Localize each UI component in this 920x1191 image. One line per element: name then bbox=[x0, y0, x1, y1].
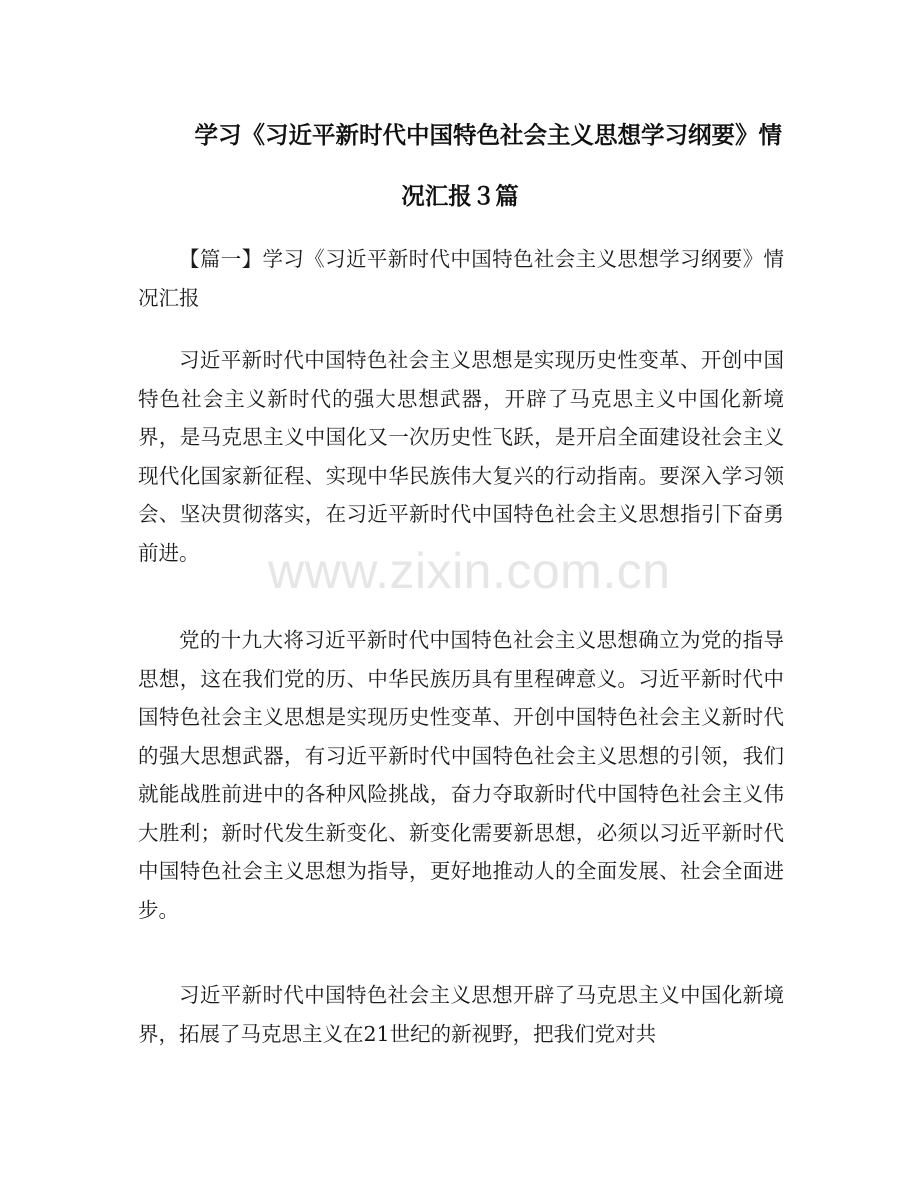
section-heading: 【篇一】学习《习近平新时代中国特色社会主义思想学习纲要》情况汇报 bbox=[138, 247, 784, 310]
paragraph-1: 习近平新时代中国特色社会主义思想是实现历史性变革、开创中国特色社会主义新时代的强大思想武器，开辟了马克思主义中国化新境界，是马克思主义中国化又一次历史性飞跃，是开启全面建设社会主义现代化国家新征程、实现中华民族伟大复兴的行动指南。要深入学习领会、坚决贯彻落实，在习近平新时代中国特色社会主义思想指引下奋勇前进。 bbox=[138, 348, 784, 565]
document-title-line-2: 况汇报３篇 bbox=[401, 182, 519, 210]
document-title-line-1: 学习《习近平新时代中国特色社会主义思想学习纲要》情 bbox=[194, 121, 782, 149]
paragraph-2: 党的十九大将习近平新时代中国特色社会主义思想确立为党的指导思想，这在我们党的历、中华民族历具有里程碑意义。习近平新时代中国特色社会主义思想是实现历史性变革、开创中国特色社会主义新时代的强大思想武器，有习近平新时代中国特色社会主义思想的引领，我们就能战胜前进中的各种风险挑战，奋力夺取新时代中国特色社会主义伟大胜利；新时代发生新变化、新变化需要新思想，必须以习近平新时代中国特色社会主义思想为指导，更好地推动人的全面发展、社会全面进步。 bbox=[138, 628, 784, 922]
paragraph-3: 习近平新时代中国特色社会主义思想开辟了马克思主义中国化新境界，拓展了马克思主义在21世纪的新视野，把我们党对共 bbox=[138, 983, 784, 1046]
watermark-text: www.zixin.com.cn bbox=[268, 543, 671, 599]
